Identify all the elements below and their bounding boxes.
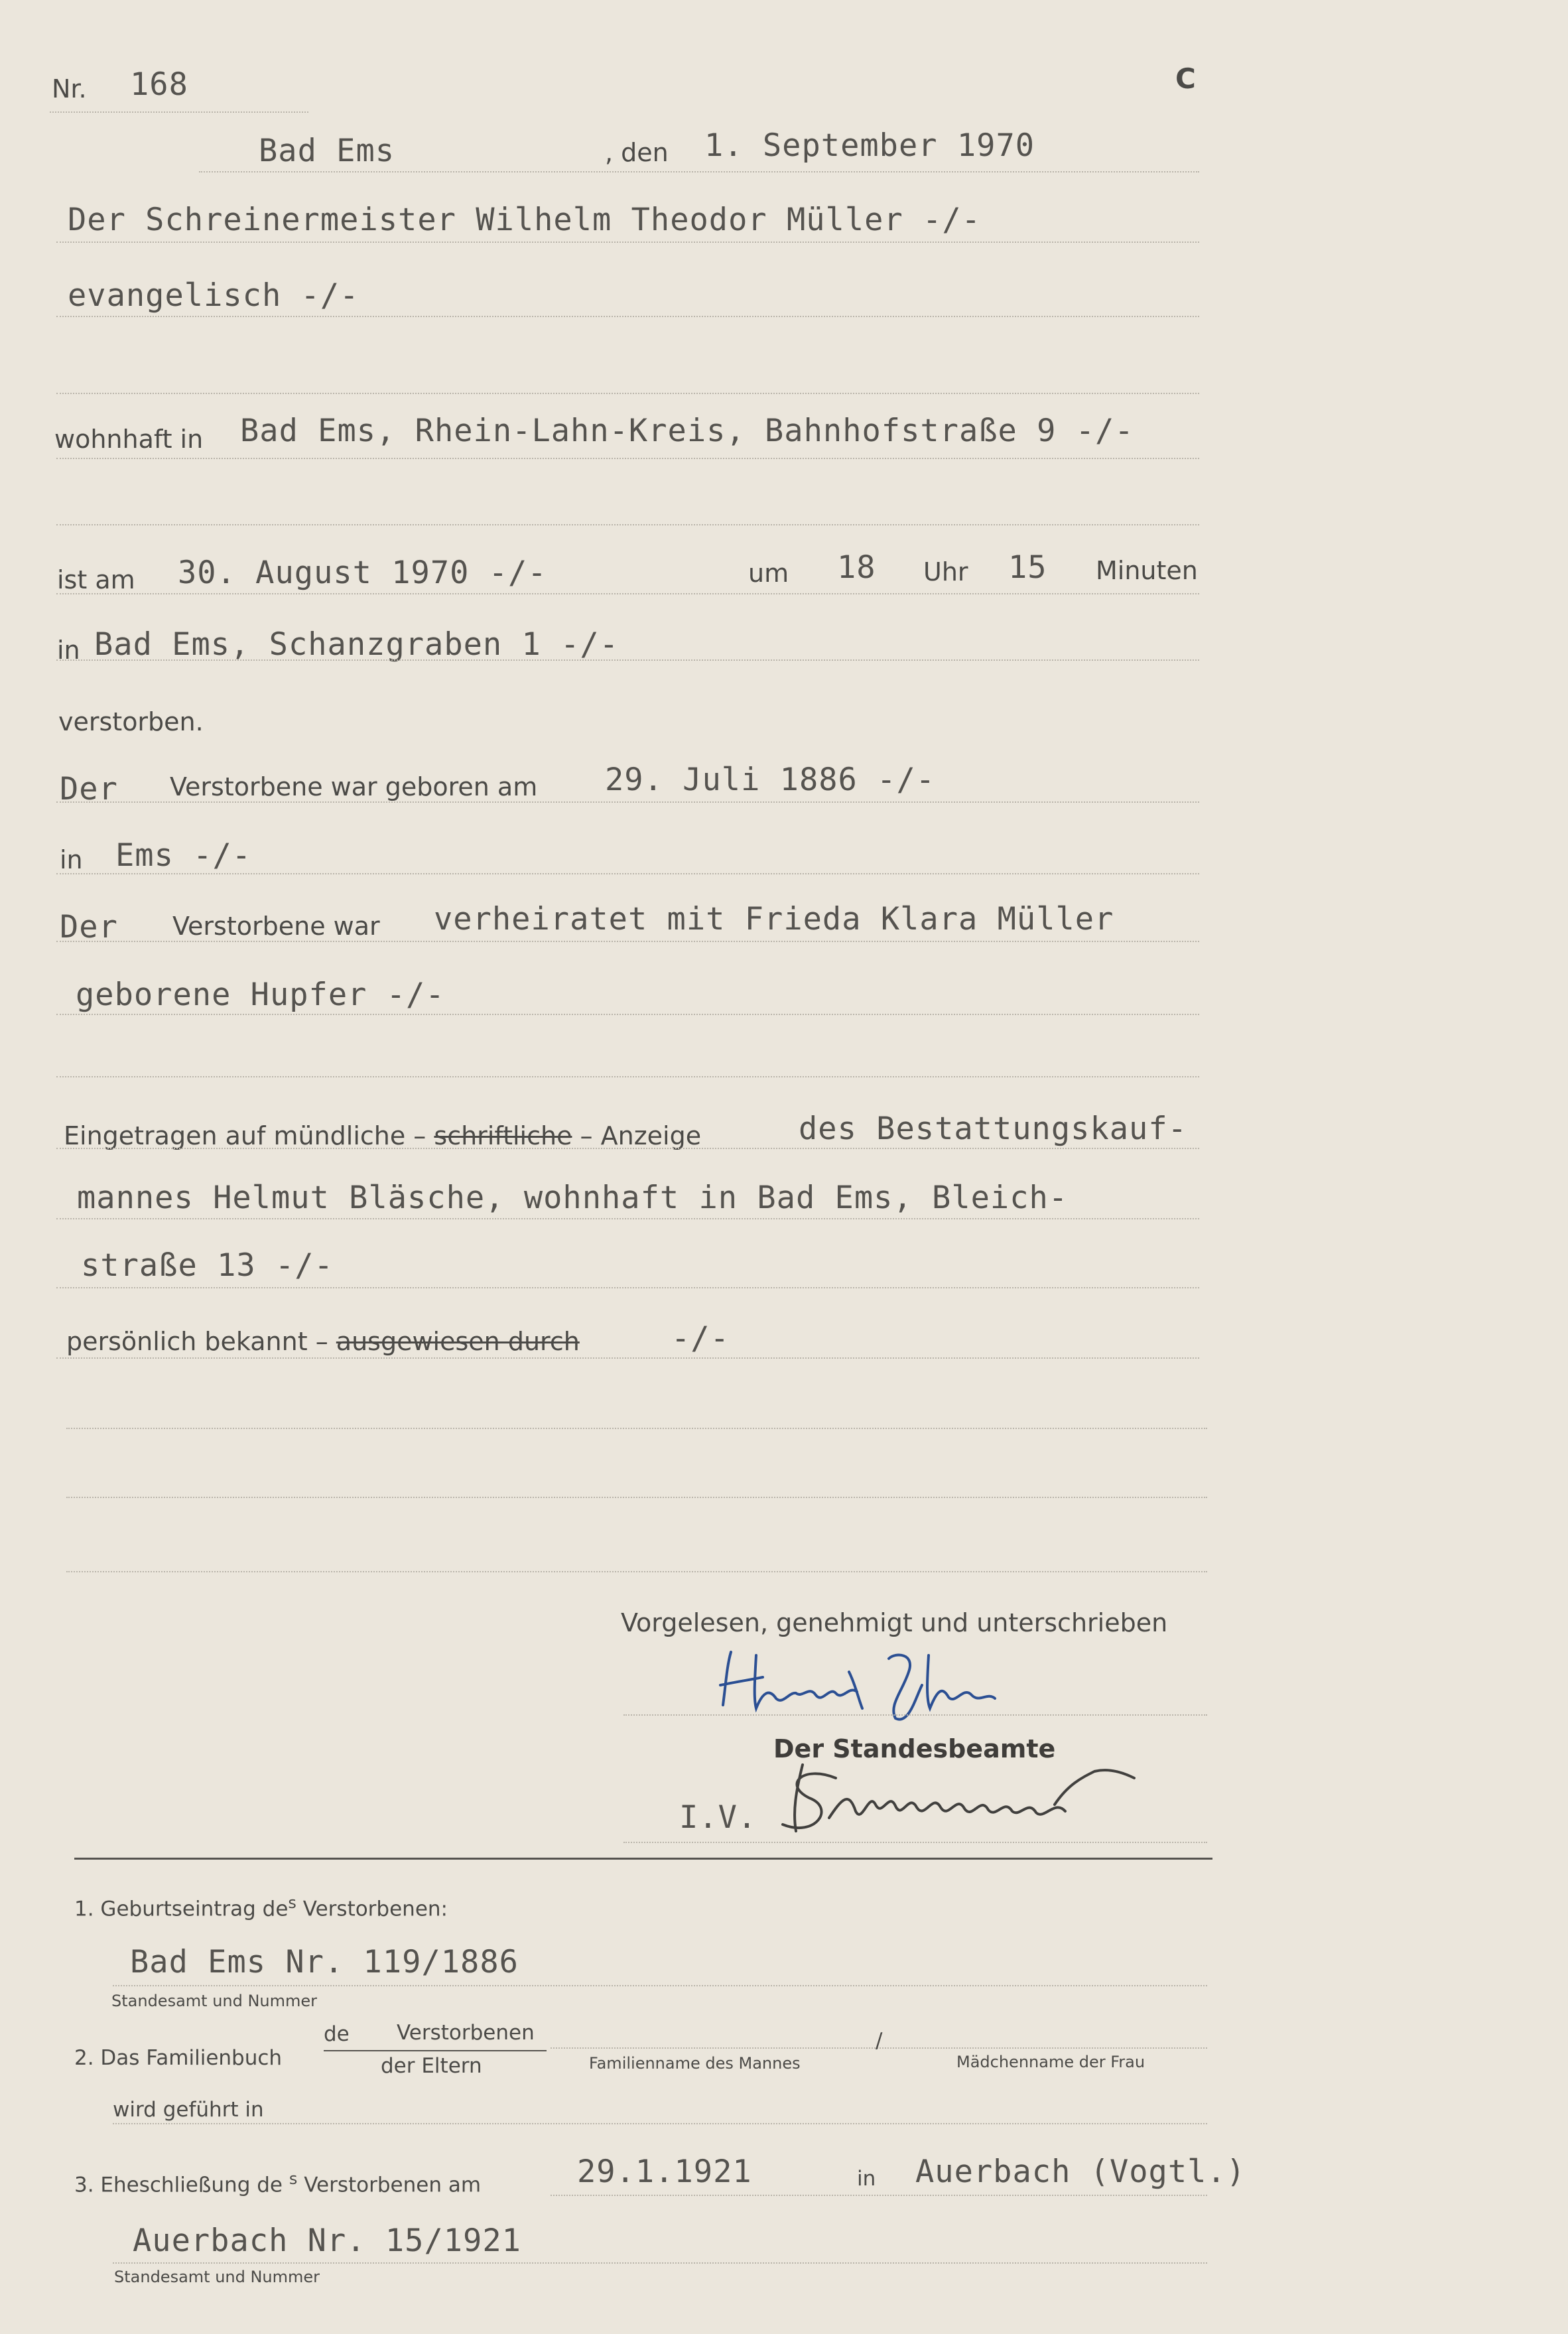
item1-caption: Standesamt und Nummer: [111, 1992, 318, 2010]
rule-9: [56, 873, 1199, 874]
item3-label: [74, 2169, 481, 2197]
report-label-prefix: Eingetragen auf mündliche –: [64, 1121, 426, 1150]
item3-in: in: [857, 2167, 876, 2191]
rule-12: [56, 1076, 1199, 1077]
rule-3: [56, 393, 1199, 394]
date-underline: [199, 171, 1199, 172]
death-place: Bad Ems, Schanzgraben 1 -/-: [94, 626, 620, 663]
religion: evangelisch -/-: [68, 277, 359, 314]
rule-17: [66, 1428, 1207, 1429]
iv-label: I.V.: [679, 1799, 757, 1836]
report-label: [64, 1121, 701, 1150]
death-place-label: in: [57, 636, 80, 665]
minuten-label: Minuten: [1096, 556, 1198, 585]
record-number: 168: [130, 66, 188, 103]
registrar-signature: [776, 1751, 1147, 1844]
report-line-3: straße 13 -/-: [81, 1247, 334, 1284]
item3-label-text: 3. Eheschließung de: [74, 2173, 283, 2197]
known-label-struck: ausgewiesen durch: [336, 1327, 580, 1356]
report-label-suffix: – Anzeige: [580, 1121, 702, 1150]
rule-25: [551, 2195, 1207, 2196]
item2-label: 2. Das Familienbuch: [74, 2046, 283, 2070]
informant-signature: [716, 1645, 1035, 1732]
known-value: -/-: [671, 1320, 730, 1357]
item3-label-mid: Verstorbenen am: [304, 2173, 482, 2197]
birth-place-label: in: [60, 845, 83, 874]
item3-place: Auerbach (Vogtl.): [915, 2154, 1246, 2190]
rule-2: [56, 316, 1199, 317]
item1-label-text: 1. Geburtseintrag de: [74, 1897, 289, 1921]
item2-caption-woman: Mädchenname der Frau: [956, 2053, 1145, 2071]
rule-6: [56, 593, 1199, 594]
residence-value: Bad Ems, Rhein-Lahn-Kreis, Bahnhofstraße 9 -/-: [240, 413, 1134, 449]
death-minute: 15: [1008, 549, 1047, 586]
nr-underline: [50, 111, 308, 113]
item2-bottom: der Eltern: [381, 2054, 482, 2078]
um-label: um: [748, 559, 789, 588]
record-date: 1. September 1970: [704, 127, 1035, 164]
rule-20: [623, 1714, 1207, 1716]
marital-label: Verstorbene war: [172, 912, 380, 941]
rule-21: [623, 1842, 1207, 1843]
rule-10: [56, 941, 1199, 942]
birth-date: 29. Juli 1886 -/-: [605, 762, 936, 798]
footer-separator: [74, 1858, 1212, 1860]
item2-de: de: [324, 2022, 350, 2046]
rule-15: [56, 1287, 1199, 1288]
item1-superscript: s: [288, 1893, 296, 1912]
item2-kept: wird geführt in: [113, 2098, 264, 2122]
item3-caption: Standesamt und Nummer: [114, 2268, 320, 2286]
report-label-struck: schriftliche: [434, 1121, 572, 1150]
rule-14: [56, 1218, 1199, 1219]
rule-16: [56, 1357, 1199, 1359]
death-hour: 18: [837, 549, 876, 586]
rule-26: [113, 2262, 1207, 2264]
item3-superscript: s: [289, 2169, 298, 2188]
known-label-text: persönlich bekannt –: [66, 1327, 328, 1356]
corner-letter: C: [1175, 62, 1196, 95]
place-of-record: Bad Ems: [259, 133, 395, 169]
marital-der: Der: [60, 909, 118, 945]
verstorben-label: verstorben.: [58, 707, 204, 736]
rule-4: [56, 458, 1199, 459]
item1-value: Bad Ems Nr. 119/1886: [130, 1944, 519, 1980]
uhr-label: Uhr: [923, 557, 968, 586]
registrar-label: Der Standesbeamte: [773, 1734, 1056, 1763]
death-date: 30. August 1970 -/-: [178, 555, 547, 591]
deceased-name-line: Der Schreinermeister Wilhelm Theodor Müller -/-: [68, 202, 981, 238]
rule-24: [113, 2123, 1207, 2124]
marital-line-1: verheiratet mit Frieda Klara Müller: [434, 901, 1114, 937]
rule-18: [66, 1497, 1207, 1498]
item2-top: Verstorbenen: [397, 2021, 535, 2045]
rule-7: [56, 659, 1199, 661]
report-line-1: des Bestattungskauf-: [799, 1111, 1187, 1147]
item2-caption-man: Familienname des Mannes: [589, 2054, 801, 2073]
rule-13: [56, 1148, 1199, 1149]
residence-label: wohnhaft in: [54, 425, 204, 454]
birth-label: Verstorbene war geboren am: [170, 772, 538, 801]
birth-der: Der: [60, 771, 118, 807]
death-date-label: ist am: [57, 565, 135, 594]
item3-value: Auerbach Nr. 15/1921: [133, 2223, 521, 2259]
item1-label: [74, 1893, 448, 1921]
date-label: , den: [605, 138, 669, 167]
known-label: [66, 1327, 580, 1356]
report-line-2: mannes Helmut Bläsche, wohnhaft in Bad Ems, Bleich-: [77, 1180, 1069, 1216]
nr-label: Nr.: [52, 74, 87, 103]
rule-22: [113, 1985, 1207, 1986]
marital-line-2: geborene Hupfer -/-: [76, 977, 445, 1013]
rule-1: [56, 241, 1199, 243]
item2-slash: /: [876, 2029, 883, 2053]
item1-label-suffix: Verstorbenen:: [302, 1897, 448, 1921]
rule-5: [56, 524, 1199, 525]
read-approved-label: Vorgelesen, genehmigt und unterschrieben: [621, 1608, 1168, 1637]
item3-date: 29.1.1921: [577, 2154, 752, 2190]
rule-8: [56, 801, 1199, 803]
item2-fraction-line: [324, 2050, 547, 2051]
rule-19: [66, 1571, 1207, 1572]
rule-11: [56, 1014, 1199, 1015]
birth-place: Ems -/-: [115, 837, 252, 874]
